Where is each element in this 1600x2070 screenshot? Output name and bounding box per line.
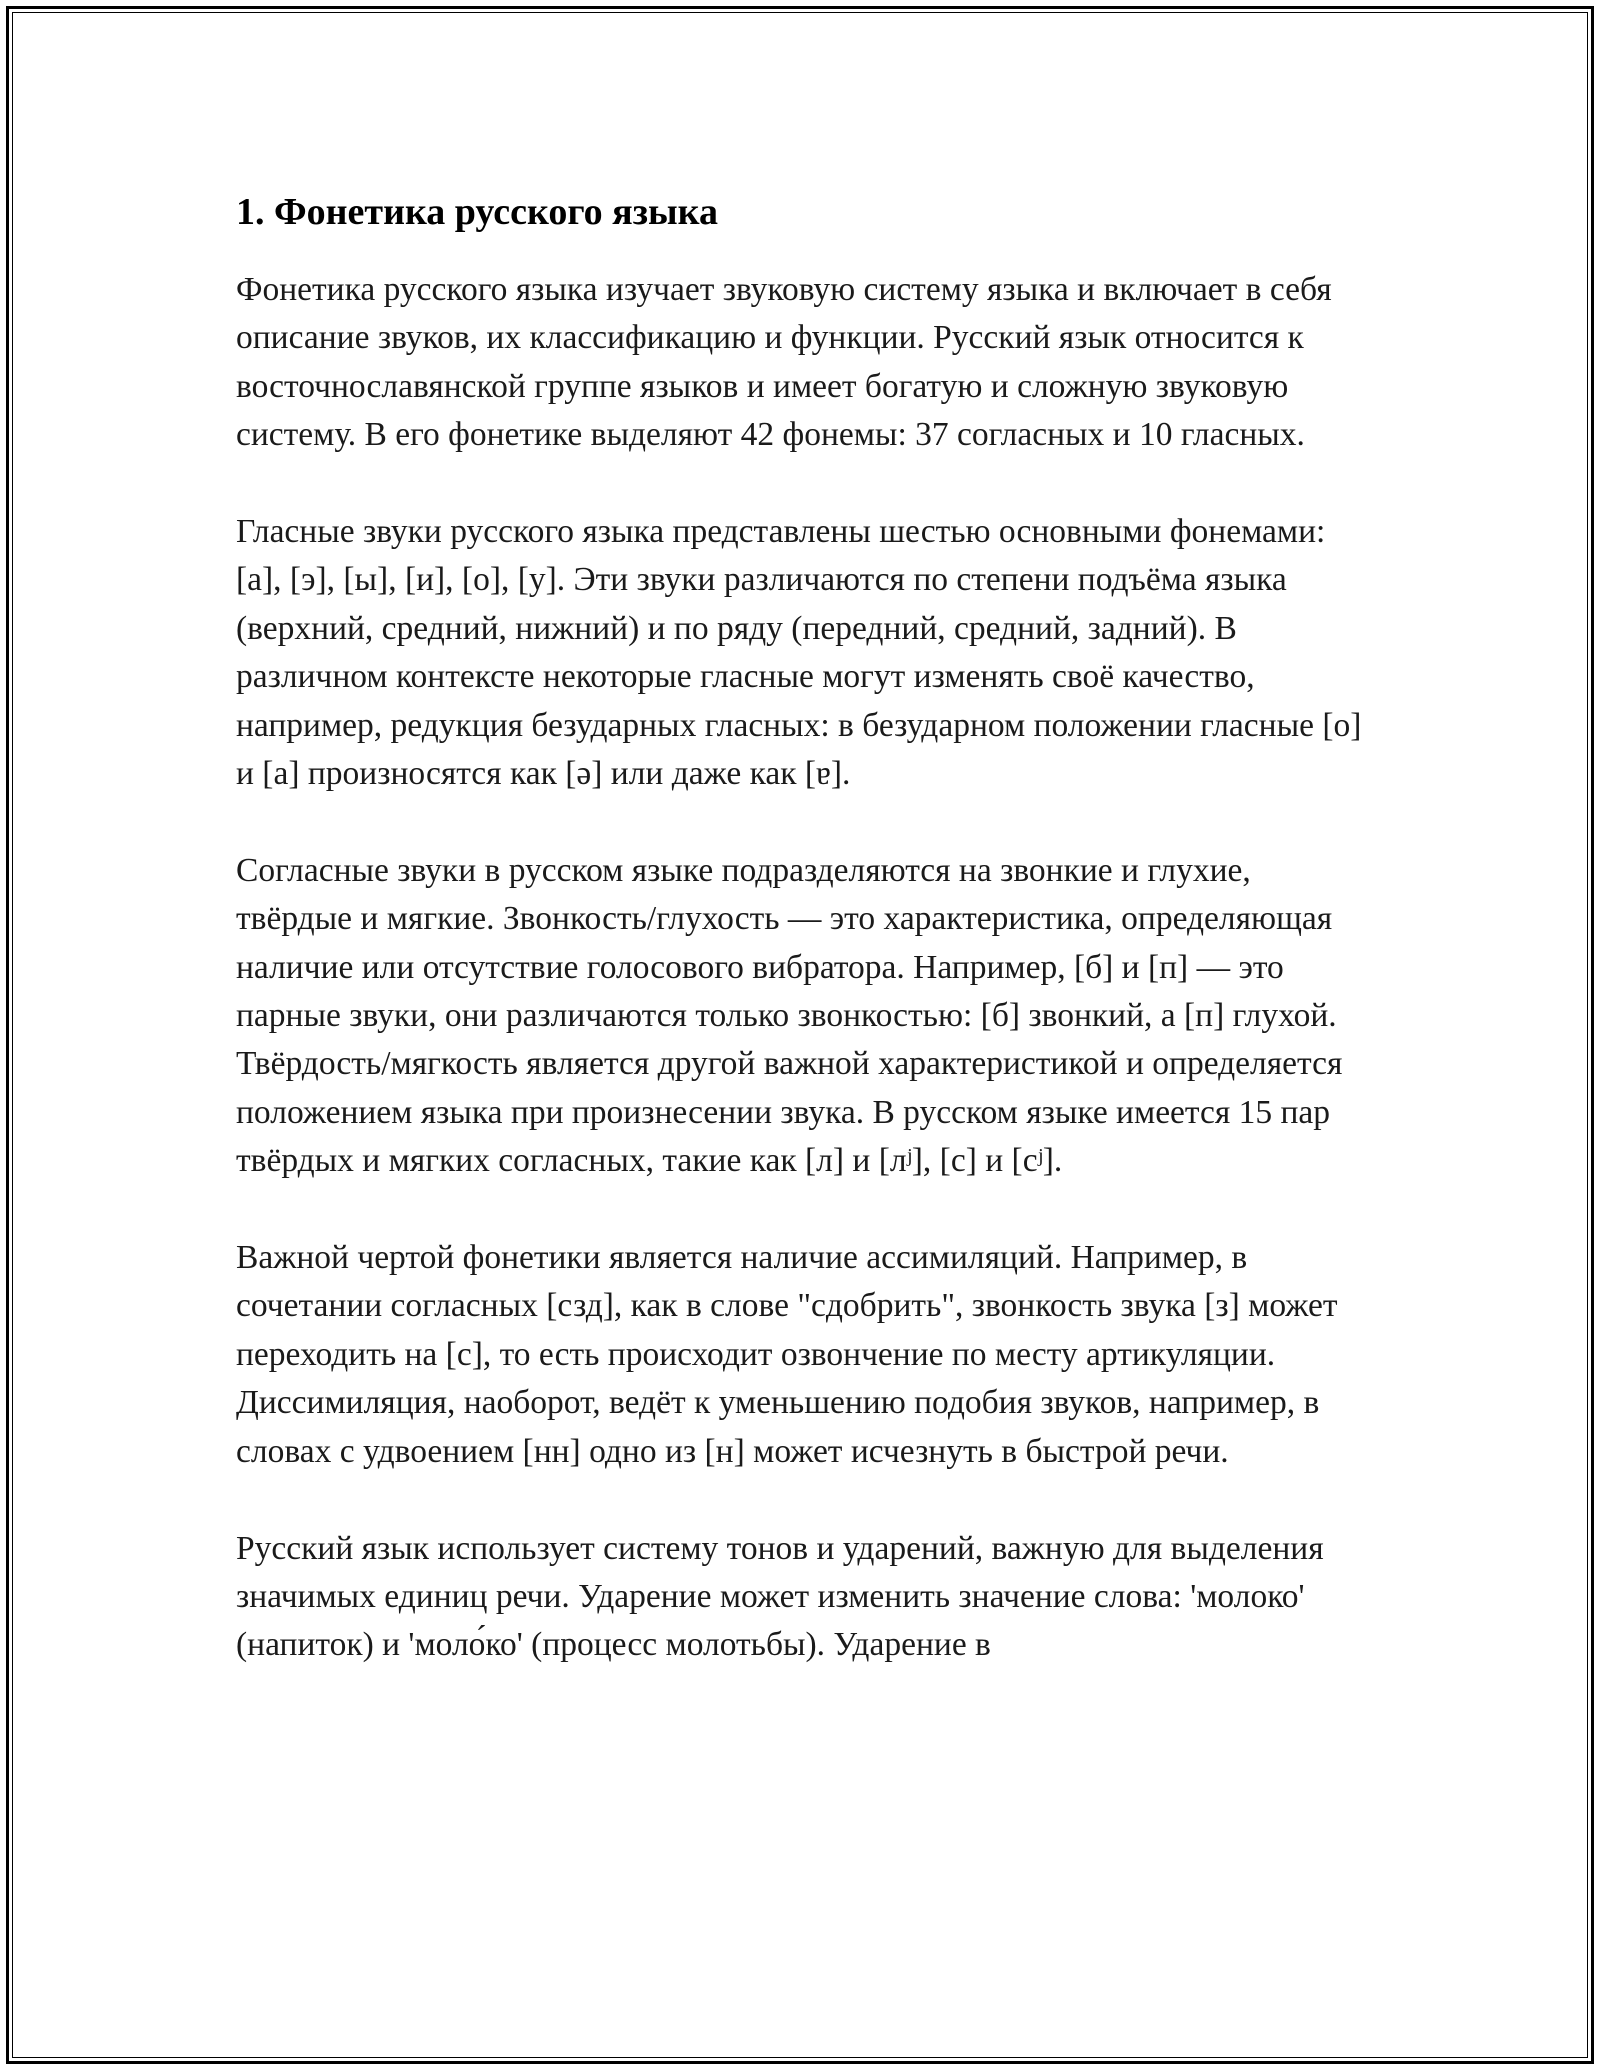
paragraph-vowels: Гласные звуки русского языка представлены шестью основными фонемами: [а], [э], [ы], [и], [о], [у]. Эти звуки различаются по степени подъёма языка (верхний, средний, нижний) и по ряду (передний, средний, задний). В различном контексте некоторые гласные могут изменять своё качество, например, редукция безударных гласных: в безударном положении гласные [о] и [а] произносятся как [ə] или даже как [ɐ]. <box>236 513 1362 793</box>
document-body <box>236 186 1366 1670</box>
paragraph-assimilation: Важной чертой фонетики является наличие ассимиляций. Например, в сочетании согласных [сзд], как в слове "сдобрить", звонкость звука [з] может переходить на [с], то есть происходит озвончение по месту артикуляции. Диссимиляция, наоборот, ведёт к уменьшению подобия звуков, например, в словах с удвоением [нн] одно из [н] может исчезнуть в быстрой речи. <box>236 1239 1338 1470</box>
paragraph-intro: Фонетика русского языка изучает звуковую систему языка и включает в себя описание звуков, их классификацию и функции. Русский язык относится к восточнославянской группе языков и имеет богатую и сложную звуковую систему. В его фонетике выделяют 42 фонемы: 37 согласных и 10 гласных. <box>236 271 1332 454</box>
paragraph-stress: Русский язык использует систему тонов и ударений, важную для выделения значимых единиц речи. Ударение может изменить значение слова: 'молоко' (напиток) и 'моло́ко' (процесс молотьбы). Ударение в <box>236 1529 1324 1664</box>
paragraph-consonants: Согласные звуки в русском языке подразделяются на звонкие и глухие, твёрдые и мягкие. Звонкость/глухость — это характеристика, определяющая наличие или отсутствие голосового вибратора. Например, [б] и [п] — это парные звуки, они различаются только звонкостью: [б] звонкий, а [п] глухой. Твёрдость/мягкость является другой важной характеристикой и определяется положением языка при произнесении звука. В русском языке имеется 15 пар твёрдых и мягких согласных, такие как [л] и [лʲ], [с] и [сʲ]. <box>236 851 1343 1180</box>
page-title: 1. Фонетика русского языка <box>236 191 718 233</box>
